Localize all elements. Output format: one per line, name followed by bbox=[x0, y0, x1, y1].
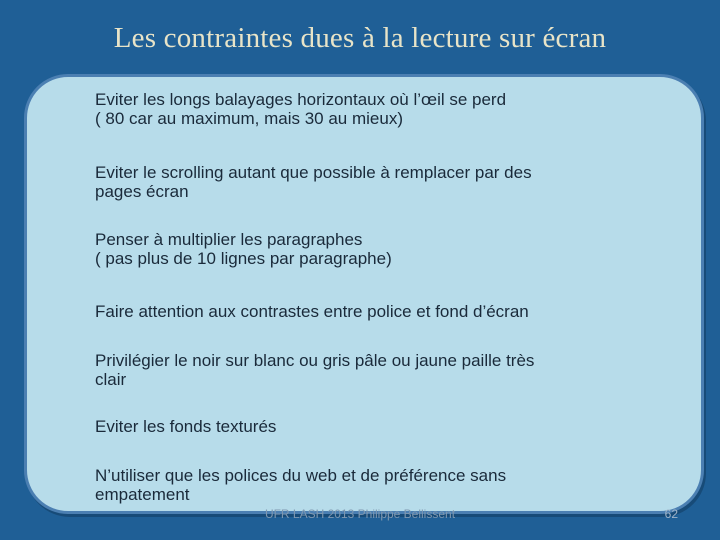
bullet-item: Eviter les longs balayages horizontaux où l’œil se perd ( 80 car au maximum, mais 30 au mieux) bbox=[95, 90, 507, 128]
slide-title: Les contraintes dues à la lecture sur écran bbox=[113, 22, 607, 54]
bullet-item: N’utiliser que les polices du web et de préférence sans empatement bbox=[95, 466, 507, 504]
footer-text: UFR LASH 2013 Philippe Bellissent bbox=[264, 507, 456, 521]
bullet-item: Eviter le scrolling autant que possible à remplacer par des pages écran bbox=[95, 163, 532, 201]
content-panel bbox=[24, 74, 704, 514]
page-number: 62 bbox=[664, 507, 678, 521]
bullet-item: Penser à multiplier les paragraphes ( pas plus de 10 lignes par paragraphe) bbox=[95, 230, 392, 268]
bullet-item: Privilégier le noir sur blanc ou gris pâle ou jaune paille très clair bbox=[95, 351, 535, 389]
bullet-item: Eviter les fonds texturés bbox=[95, 417, 277, 436]
bullet-item: Faire attention aux contrastes entre police et fond d’écran bbox=[95, 302, 529, 321]
